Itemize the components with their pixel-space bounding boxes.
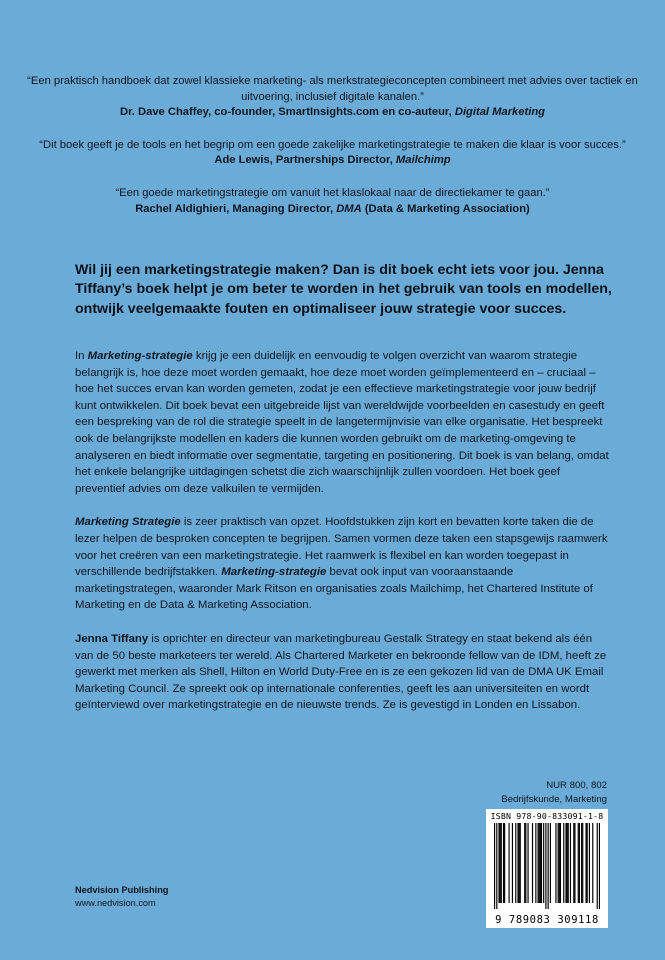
barcode-bar: [509, 823, 510, 903]
book-title: Marketing Strategie: [75, 516, 181, 529]
isbn-barcode: [486, 809, 608, 928]
barcode-bar: [579, 823, 580, 903]
barcode-bar: [560, 823, 561, 903]
barcode-bar: [545, 823, 546, 909]
barcode-bars: [494, 823, 600, 909]
barcode-bar: [587, 823, 588, 903]
quote-lewis: [20, 138, 645, 169]
barcode-digits: 9 789083 309118: [495, 914, 599, 926]
paragraph-author-bio: Jenna Tiffany is oprichter en directeur van marketingbureau Gestalk Strategy en staat bekend als één van de 50 beste marketeers ter wereld. Als Chartered Marketer en bekroonde fellow van de IDM, heeft ze gewerkt met merken als Shell, Hilton en World Duty-Free en is ze een gekozen lid van de DMA UK Email Marketing Council. Ze spreekt ook op internationale conferenties, geeft les aan universiteiten en wordt geïnterviewd over marketingstrategie en de nieuwste trends. Ze is gevestigd in Londen en Lissabon.: [75, 632, 607, 712]
quote-text: “Een praktisch handboek dat zowel klassieke marketing- als merkstrategieconcepten combineert met advies over tactiek en uitvoering, inclusief digitale kanalen.”: [27, 75, 638, 103]
barcode-bar: [494, 823, 495, 909]
barcode-bar: [585, 823, 586, 903]
barcode-bar: [558, 823, 559, 903]
barcode-bar: [538, 823, 539, 903]
book-title: Marketing-strategie: [221, 566, 327, 579]
quote-aldighieri: [20, 186, 645, 217]
barcode-bar: [540, 823, 541, 903]
barcode-bar: [503, 823, 504, 903]
isbn-label: ISBN 978-90-833091-1-8: [490, 811, 604, 821]
quote-text: “Dit boek geeft je de tools en het begrip om een goede zakelijke marketingstrategie te maken die klaar is voor succes.”: [39, 138, 626, 151]
headline: Wil jij een marketingstrategie maken? Dan is dit boek echt iets voor jou. Jenna Tiffany’s boek helpt je om beter te worden in het gebruik van tools en modellen, ontwijk veelgemaakte fouten en optimaliseer jouw strategie voor succes.: [75, 262, 612, 317]
quote-author: Rachel Aldighieri, Managing Director, DMA (Data & Marketing Association): [135, 202, 530, 215]
barcode-bar: [498, 823, 499, 903]
barcode-bar: [597, 823, 598, 909]
publisher-name: Nedvision Publishing: [75, 885, 169, 895]
paragraph-structure: Marketing Strategie is zeer praktisch van opzet. Hoofdstukken zijn kort en bevatten korte taken die de lezer helpen de besproken concepten te begrijpen. Samen vormen deze taken een stapsgewijs raamwerk voor het creëren van een marketingstrategie. Het raamwerk is flexibel en kan worden toegepast in verschillende bedrijfstakken. Marketing-strategie bevat ook input van vooraanstaande marketingstrategen, waaronder Mark Ritson en organisaties zoals Mailchimp, het Chartered Institute of Marketing en de Data & Marketing Association.: [75, 516, 608, 612]
barcode-bar: [568, 823, 569, 903]
nur-subject: Bedrijfskunde, Marketing: [501, 793, 607, 805]
barcode-bar: [582, 823, 583, 903]
barcode-bar: [535, 823, 536, 903]
nur-classification: [501, 779, 607, 806]
barcode-bar: [574, 823, 575, 903]
quote-text: “Een goede marketingstrategie om vanuit het klaslokaal naar de directiekamer te gaan.”: [115, 186, 550, 199]
nur-code: NUR 800, 802: [546, 780, 607, 791]
barcode-bar: [570, 823, 571, 903]
quote-work: Digital Marketing: [454, 106, 545, 119]
barcode-bar: [581, 823, 582, 903]
barcode-bar: [539, 823, 540, 903]
barcode-bar: [548, 823, 549, 909]
publisher-url: www.nedvision.com: [75, 897, 156, 908]
barcode-bar: [515, 823, 516, 903]
quote-work: DMA: [336, 202, 362, 215]
barcode-bar: [512, 823, 513, 903]
barcode-bar: [532, 823, 533, 903]
barcode-bar: [524, 823, 525, 903]
barcode-bar: [589, 823, 590, 903]
barcode-bar: [559, 823, 560, 903]
book-title: Marketing-strategie: [87, 350, 193, 362]
barcode-bar: [592, 823, 593, 903]
barcode-bar: [550, 823, 551, 903]
barcode-bar: [599, 823, 600, 909]
barcode-bar: [543, 823, 544, 903]
barcode-bar: [496, 823, 497, 909]
barcode-bar: [578, 823, 579, 903]
quote-chaffey: [20, 74, 645, 121]
barcode-bar: [541, 823, 542, 903]
quote-author: Dr. Dave Chaffey, co-founder, SmartInsights.com en co-auteur, Digital Marketing: [119, 106, 545, 119]
barcode-bar: [519, 823, 520, 903]
barcode-bar: [565, 823, 566, 903]
publisher: [75, 884, 168, 909]
barcode-bar: [500, 823, 501, 903]
author-name: Jenna Tiffany: [75, 632, 149, 645]
barcode-bar: [573, 823, 574, 903]
barcode-bar: [517, 823, 518, 903]
barcode-bar: [527, 823, 528, 903]
barcode-bar: [520, 823, 521, 903]
barcode-bar: [501, 823, 502, 903]
paragraph-intro: In Marketing-strategie krijg je een duidelijk en eenvoudig te volgen overzicht van waarom strategie belangrijk is, hoe deze moet worden gemaakt, hoe deze moet worden geïmplementeerd en – cruciaal – hoe het succes ervan kan worden gemeten, zodat je een effectieve marketingstrategie voor jouw bedrijf kunt ontwikkelen. Dit boek bevat een uitgebreide lijst van wereldwijde voorbeelden en casestudy en geeft een bespreking van de rol die strategie speelt in de langetermijnvisie van elke organisatie. Het bespreekt ook de belangrijkste modellen en kaders die kunnen worden gebruikt om de marketing-omgeving te analyseren en biedt informatie over segmentatie, targeting en positionering. Dit boek is van belang, omdat het enkele belangrijke uitdagingen schetst die zich waarschijnlijk zullen voordoen. Het boek geef preventief advies om deze valkuilen te vermijden.: [75, 350, 609, 495]
barcode-bar: [563, 823, 564, 903]
quote-author: Ade Lewis, Partnerships Director, Mailchimp: [214, 154, 451, 167]
barcode-bar: [555, 823, 556, 903]
quote-work: Mailchimp: [395, 154, 451, 167]
barcode-bar: [525, 823, 526, 903]
endorsement-quotes: [20, 74, 645, 234]
body-text: [75, 348, 609, 731]
barcode-bar: [567, 823, 568, 903]
barcode-bar: [504, 823, 505, 903]
